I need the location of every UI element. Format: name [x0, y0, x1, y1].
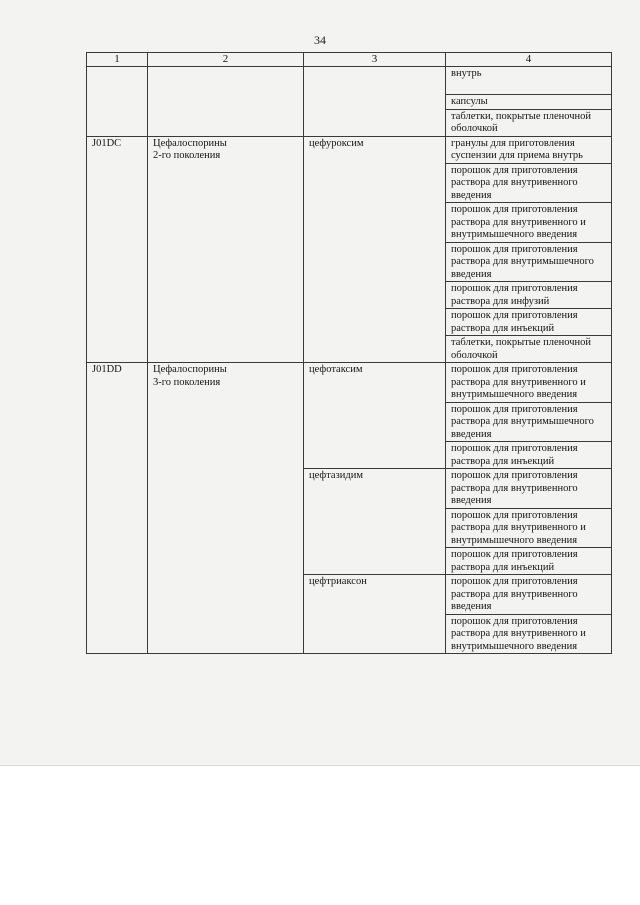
- drug-name: цефуроксим: [304, 136, 446, 363]
- form-cell: порошок для приготовления раствора для внутримышечного введения: [446, 402, 612, 442]
- form-cell: порошок для приготовления раствора для инъекций: [446, 548, 612, 575]
- form-cell: порошок для приготовления раствора для внутривенного и внутримышечного введения: [446, 363, 612, 403]
- form-cell: таблетки, покрытые пленочной оболочкой: [446, 109, 612, 136]
- form-cell: порошок для приготовления раствора для внутривенного и внутримышечного введения: [446, 614, 612, 654]
- form-cell: порошок для приготовления раствора для внутримышечного введения: [446, 242, 612, 282]
- column-header: 4: [446, 53, 612, 67]
- form-cell: порошок для приготовления раствора для инфузий: [446, 282, 612, 309]
- column-header: 1: [87, 53, 148, 67]
- table-row: [87, 363, 612, 403]
- form-cell: порошок для приготовления раствора для внутривенного и внутримышечного введения: [446, 508, 612, 548]
- form-cell: капсулы: [446, 95, 612, 110]
- code-cell-empty: [87, 67, 148, 137]
- form-cell: порошок для приготовления раствора для внутривенного введения: [446, 163, 612, 203]
- drug-name: цефотаксим: [304, 363, 446, 469]
- table-row: [87, 67, 612, 95]
- column-header: 3: [304, 53, 446, 67]
- column-header: 2: [148, 53, 304, 67]
- drug-name: цефтазидим: [304, 469, 446, 575]
- group-cell-empty: [148, 67, 304, 137]
- header-row: [87, 53, 612, 67]
- drug-cell-empty: [304, 67, 446, 137]
- form-cell: порошок для приготовления раствора для внутривенного введения: [446, 469, 612, 509]
- form-cell: таблетки, покрытые пленочной оболочкой: [446, 336, 612, 363]
- atc-code: J01DD: [87, 363, 148, 654]
- group-name: Цефалоспорины 2-го поколения: [148, 136, 304, 363]
- form-cell: внутрь: [446, 67, 612, 95]
- form-cell: порошок для приготовления раствора для внутривенного введения: [446, 575, 612, 615]
- form-cell: порошок для приготовления раствора для внутривенного и внутримышечного введения: [446, 203, 612, 243]
- page-number: 34: [314, 33, 326, 47]
- group-name: Цефалоспорины 3-го поколения: [148, 363, 304, 654]
- table-row: [87, 136, 612, 163]
- drug-table: [86, 52, 612, 654]
- form-cell: гранулы для приготовления суспензии для приема внутрь: [446, 136, 612, 163]
- form-cell: порошок для приготовления раствора для инъекций: [446, 442, 612, 469]
- atc-code: J01DC: [87, 136, 148, 363]
- drug-name: цефтриаксон: [304, 575, 446, 654]
- form-cell: порошок для приготовления раствора для инъекций: [446, 309, 612, 336]
